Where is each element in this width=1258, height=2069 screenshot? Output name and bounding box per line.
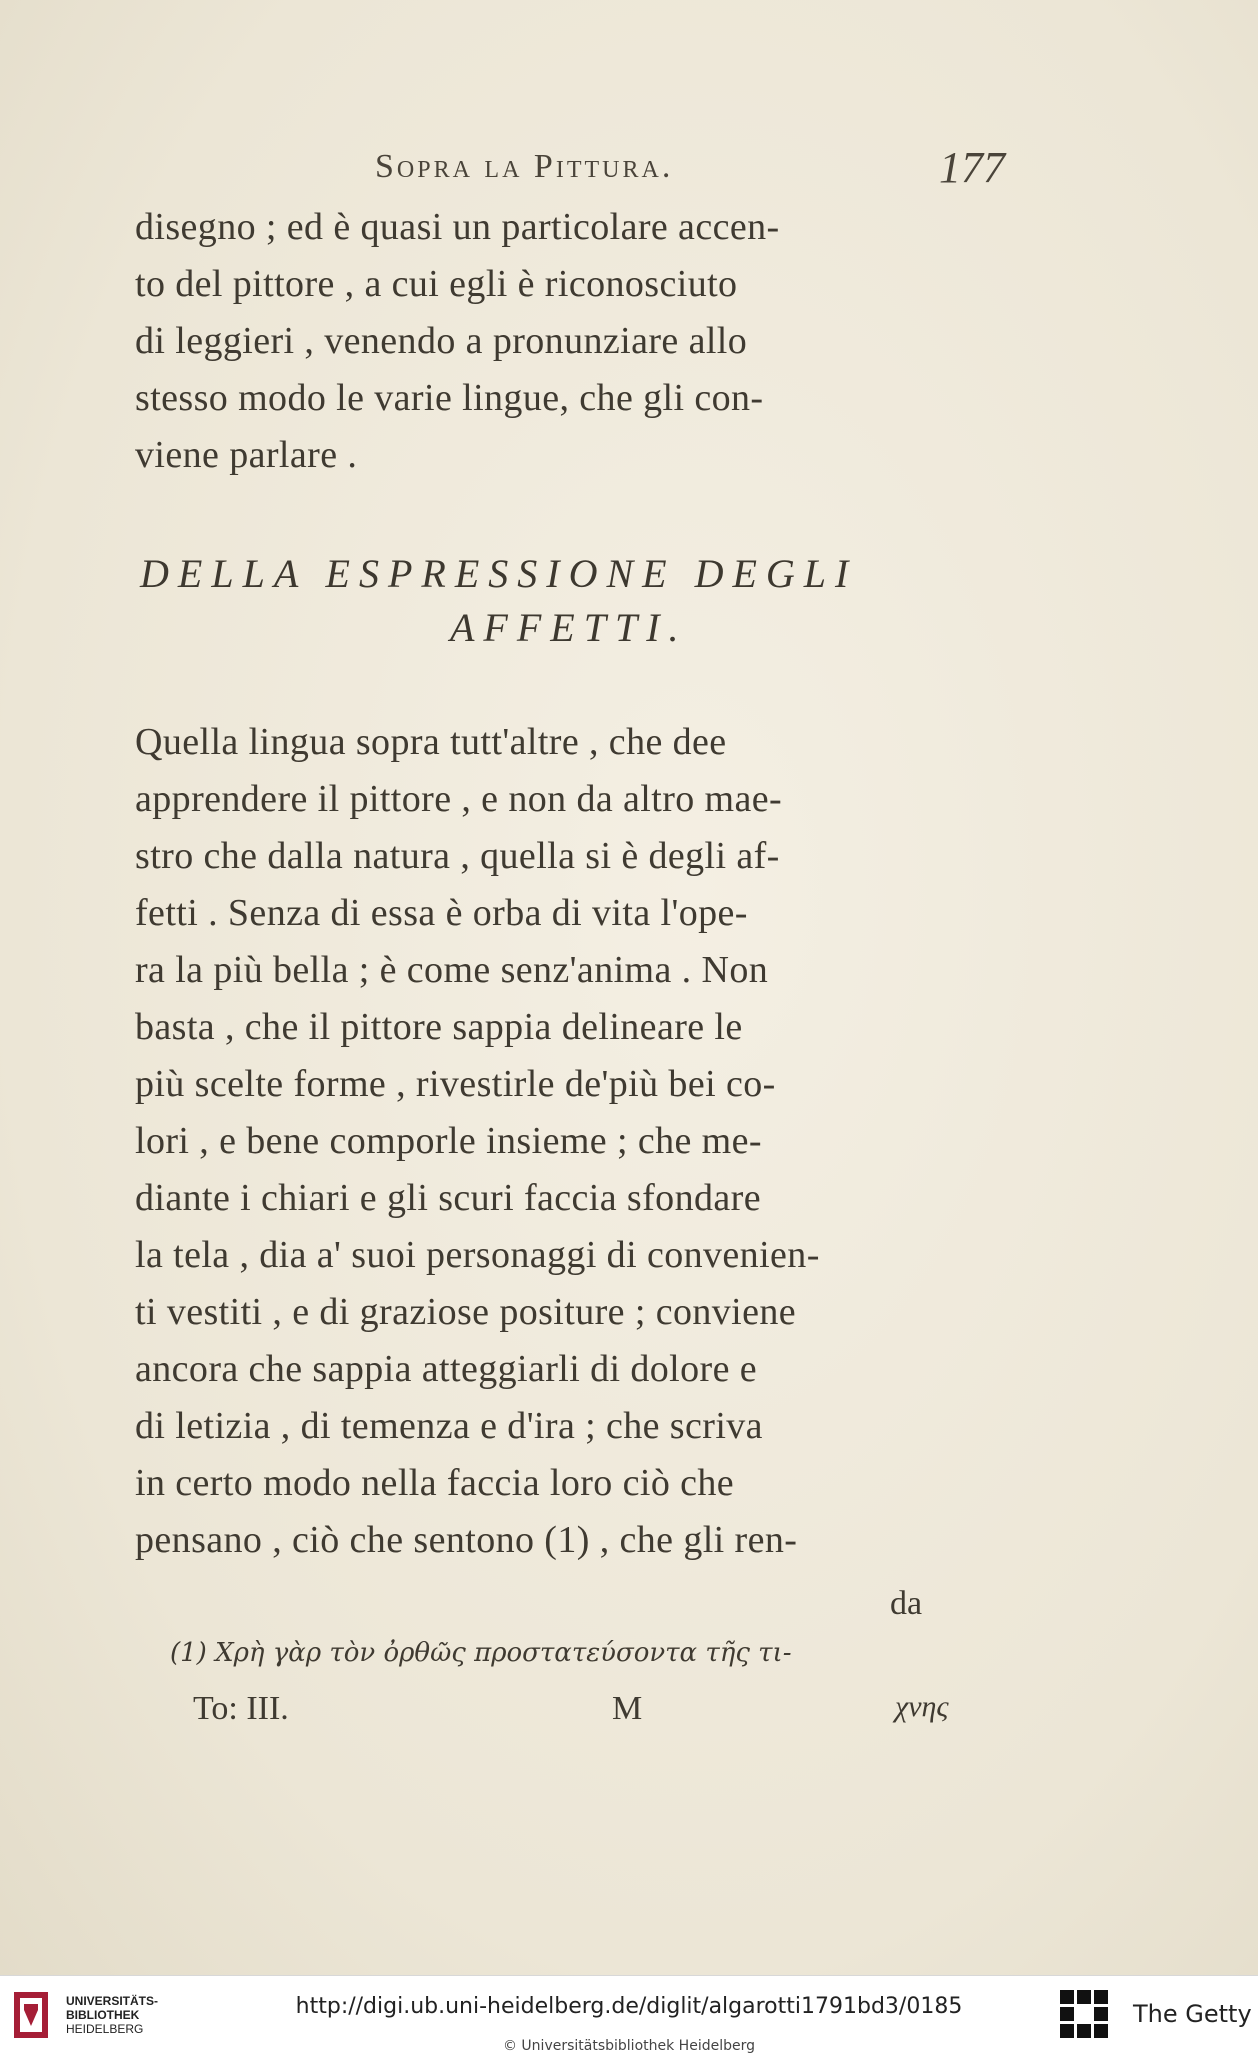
text-line: lori , e bene comporle insieme ; che me- <box>135 1120 762 1162</box>
text-line: basta , che il pittore sappia delineare le <box>135 1006 743 1048</box>
text-line: la tela , dia a' suoi personaggi di convenien- <box>135 1234 820 1276</box>
copyright-notice: © Universitätsbibliothek Heidelberg <box>502 2038 755 2054</box>
footnote: (1) Χρὴ γὰρ τὸν ὀρθῶς προστατεύσοντα τῆς τι- <box>170 1638 792 1668</box>
text-line: pensano , ciò che sentono (1) , che gli ren- <box>135 1519 798 1561</box>
library-name-line: HEIDELBERG <box>66 2022 144 2036</box>
text-line: di leggieri , venendo a pronunziare allo <box>135 320 748 362</box>
text-line: stro che dalla natura , quella si è degli af- <box>135 835 780 877</box>
running-head: Sopra la Pittura. <box>375 148 674 185</box>
page-url-link[interactable]: http://digi.ub.uni-heidelberg.de/diglit/algarotti1791bd3/0185 <box>295 1994 963 2019</box>
text-line: stesso modo le varie lingue, che gli con- <box>135 377 764 419</box>
library-name-line: UNIVERSITÄTS- <box>66 1994 159 2008</box>
text-line: fetti . Senza di essa è orba di vita l'ope- <box>135 892 748 934</box>
text-line: diante i chiari e gli scuri faccia sfondare <box>135 1177 761 1219</box>
catchword: da <box>890 1585 923 1622</box>
section-heading: DELLA ESPRESSIONE DEGLI <box>140 551 858 596</box>
text-line: di letizia , di temenza e d'ira ; che scriva <box>135 1405 763 1447</box>
text-line: apprendere il pittore , e non da altro mae- <box>135 778 783 820</box>
gathering-signature: M <box>612 1690 643 1727</box>
getty-partner-name: The Getty <box>1133 2000 1252 2028</box>
getty-logo-icon <box>1058 1988 1110 2046</box>
text-line: ra la più bella ; è come senz'anima . Non <box>135 949 769 991</box>
text-line: Quella lingua sopra tutt'altre , che dee <box>135 721 727 763</box>
text-line: più scelte forme , rivestirle de'più bei co- <box>135 1063 776 1105</box>
page-number: 177 <box>939 143 1005 192</box>
footnote-catchword: χνης <box>895 1690 949 1723</box>
viewer-footer <box>0 1975 1258 2069</box>
text-line: in certo modo nella faccia loro ciò che <box>135 1462 735 1504</box>
page-header <box>135 143 1005 196</box>
text-line: ancora che sappia atteggiarli di dolore e <box>135 1348 758 1390</box>
text-line: viene parlare . <box>135 434 358 476</box>
text-line: to del pittore , a cui egli è riconosciuto <box>135 263 738 305</box>
library-name-line: BIBLIOTHEK <box>66 2008 140 2022</box>
volume-signature: To: III. <box>193 1690 289 1727</box>
text-line: ti vestiti , e di graziose positure ; conviene <box>135 1291 797 1333</box>
text-line: disegno ; ed è quasi un particolare accen- <box>135 206 780 248</box>
section-heading-continued: AFFETTI. <box>450 605 688 650</box>
